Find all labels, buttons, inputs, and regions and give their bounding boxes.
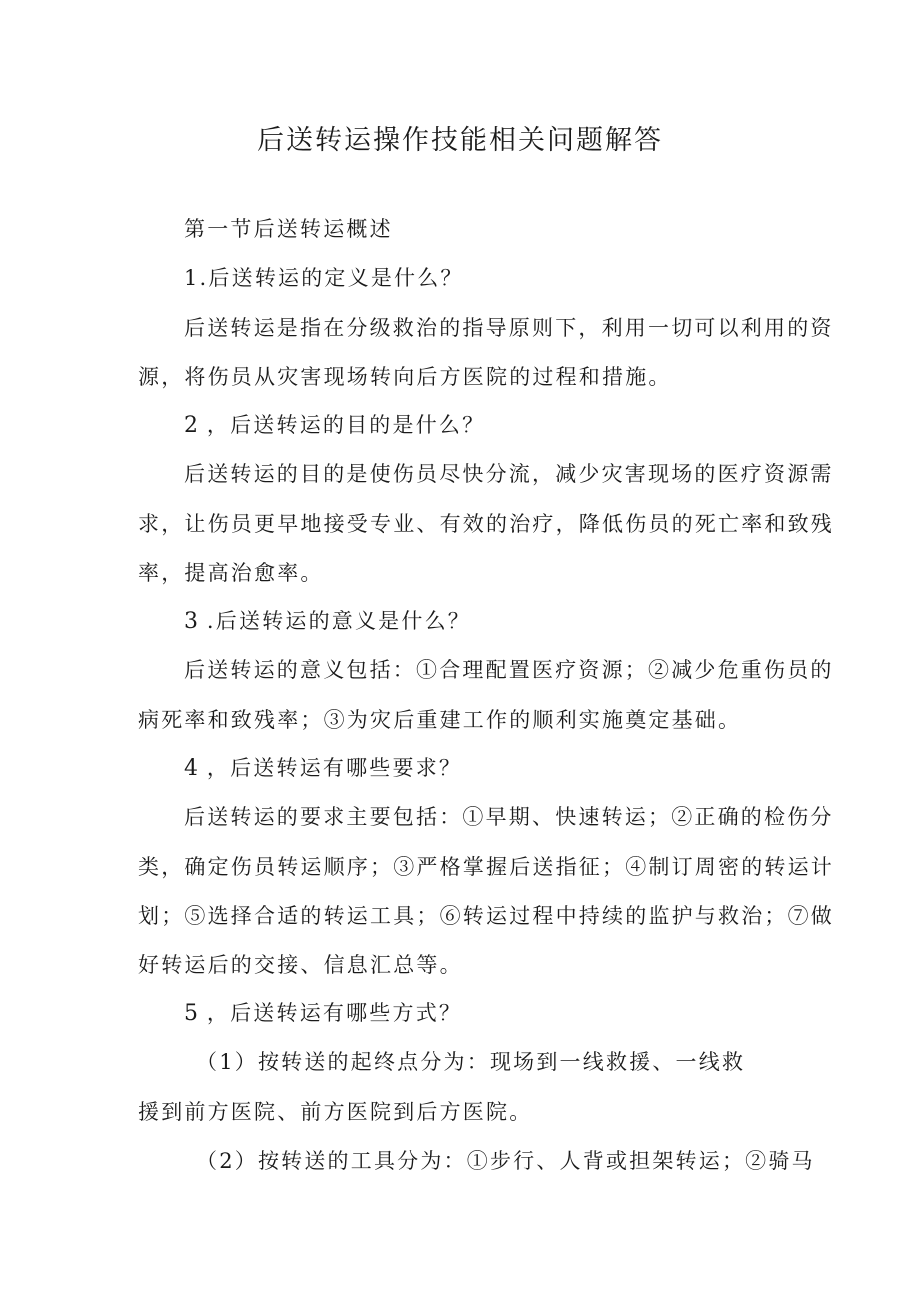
answer-5-line-3: （2）按转送的工具分为：①步行、人背或担架转运；②骑马 <box>196 1149 815 1173</box>
question-3-number: 3 <box>184 609 198 634</box>
answer-3-line-1: 后送转运的意义包括：①合理配置医疗资源；②减少危重伤员的 <box>184 658 834 682</box>
answer-5-line-2: 援到前方医院、前方医院到后方医院。 <box>138 1100 533 1124</box>
question-5 <box>184 998 462 1029</box>
question-3-text: .后送转运的意义是什么？ <box>206 609 471 633</box>
question-3 <box>184 606 471 637</box>
question-4 <box>184 753 462 784</box>
answer-2-line-2: 求，让伤员更早地接受专业、有效的治疗，降低伤员的死亡率和致残 <box>138 512 834 536</box>
answer-1-line-2: 源，将伤员从灾害现场转向后方医院的过程和措施。 <box>138 365 672 389</box>
question-2-text: ，后送转运的目的是什么？ <box>206 413 486 437</box>
question-5-number: 5 <box>184 1001 198 1026</box>
answer-3-line-2: 病死率和致残率；③为灾后重建工作的顺利实施奠定基础。 <box>138 708 742 732</box>
answer-1-line-1: 后送转运是指在分级救治的指导原则下，利用一切可以利用的资 <box>184 316 834 340</box>
question-2-number: 2 <box>184 413 198 438</box>
section-heading: 第一节后送转运概述 <box>184 217 393 241</box>
question-2 <box>184 410 485 441</box>
question-5-text: ，后送转运有哪些方式？ <box>206 1001 463 1025</box>
question-1: 1.后送转运的定义是什么？ <box>184 266 464 290</box>
answer-4-line-4: 好转运后的交接、信息汇总等。 <box>138 953 463 977</box>
question-4-number: 4 <box>184 756 198 781</box>
question-4-text: ，后送转运有哪些要求？ <box>206 756 463 780</box>
answer-4-line-1: 后送转运的要求主要包括：①早期、快速转运；②正确的检伤分 <box>184 805 834 829</box>
answer-4-line-3: 划；⑤选择合适的转运工具；⑥转运过程中持续的监护与救治；⑦做 <box>138 904 834 928</box>
document-title: 后送转运操作技能相关问题解答 <box>257 125 663 156</box>
answer-2-line-3: 率，提高治愈率。 <box>138 561 324 585</box>
answer-2-line-1: 后送转运的目的是使伤员尽快分流，减少灾害现场的医疗资源需 <box>184 462 834 486</box>
answer-4-line-2: 类，确定伤员转运顺序；③严格掌握后送指征；④制订周密的转运计 <box>138 855 834 879</box>
answer-5-line-1: （1）按转送的起终点分为：现场到一线救援、一线救 <box>196 1050 746 1074</box>
